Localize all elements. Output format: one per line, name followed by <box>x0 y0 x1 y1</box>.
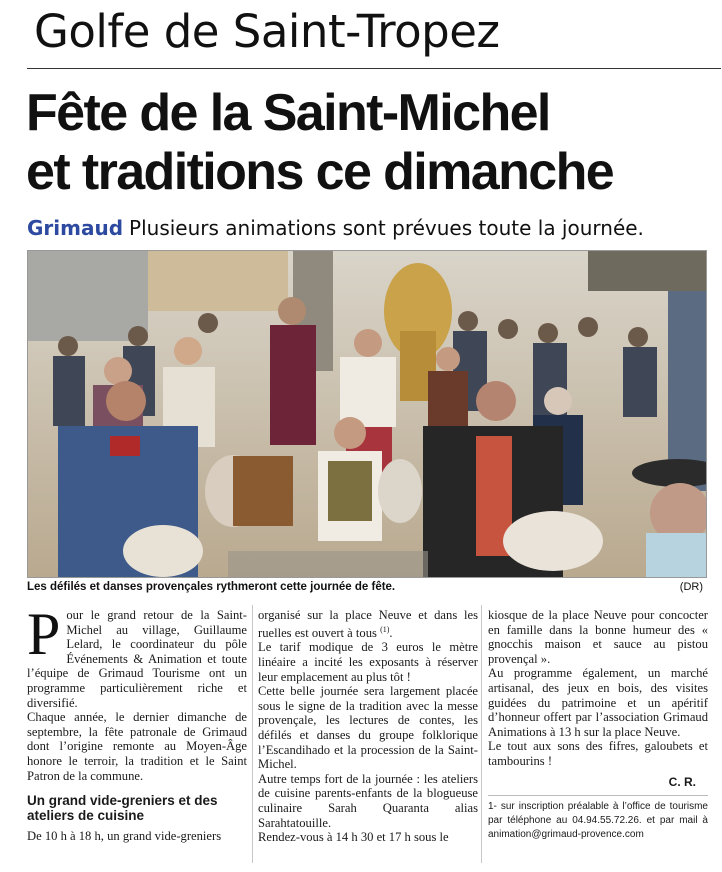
paragraph-9: kiosque de la place Neuve pour concocter en famille dans la bonne humeur des « gnocchis maison et sauce au pistou provençal ». <box>488 608 708 666</box>
paragraph-10: Au programme également, un marché artisanal, des jeux en bois, des visites guidées du patrimoine et un apéritif d’honneur offert par l’association Grimaud Animations à 13 h sur la place Neuve. <box>488 666 708 739</box>
headline-line-2: et traditions ce dimanche <box>26 143 614 201</box>
article-photo <box>27 250 707 578</box>
author-signature: C. R. <box>668 774 696 789</box>
article-column-3 <box>488 608 708 842</box>
header-rule <box>27 68 721 69</box>
column-divider-1 <box>252 605 253 863</box>
intertitle: Un grand vide-greniers et des ateliers de cuisine <box>27 793 218 824</box>
section-title: Golfe de Saint-Tropez <box>34 5 500 58</box>
headline-line-1: Fête de la Saint-Michel <box>26 84 550 142</box>
photo-illustration <box>28 251 706 577</box>
paragraph-8: Rendez-vous à 14 h 30 et 17 h sous le <box>258 830 449 845</box>
paragraph-7: Autre temps fort de la journée : les ateliers de cuisine parents-enfants de la blogueuse culinaire Sarah Quaranta alias Sarahtatouille. <box>258 771 478 830</box>
paragraph-2: Chaque année, le dernier dimanche de septembre, la fête patronale de Grimaud dont l’origine remonte au Moyen-Âge honore le terroir, la tradition et le Saint Patron de la commune. <box>27 710 247 783</box>
location-kicker: Grimaud <box>27 216 124 240</box>
paragraph-1: Pour le grand retour de la Saint-Michel au village, Guillaume Lelard, le coordinateur du pôle Événements & Animation et toute l’équipe de Grimaud Tourisme ont un programme particulièrement riche et diversifié. <box>27 601 247 710</box>
caption-text: Les défilés et danses provençales rythmeront cette journée de fête. <box>27 581 396 593</box>
paragraph-4: organisé sur la place Neuve et dans les ruelles est ouvert à tous $^{(1)}$. <box>258 608 478 640</box>
subhead-text: Plusieurs animations sont prévues toute la journée. <box>129 216 644 240</box>
footnote: 1- sur inscription préalable à l’office de tourisme par téléphone au 04.94.55.72.26. et par mail à animation@grimaud-provence.com <box>488 795 708 842</box>
paragraph-3: De 10 h à 18 h, un grand vide-greniers <box>27 829 222 844</box>
article-column-1 <box>27 601 247 844</box>
article-subhead <box>27 214 717 242</box>
article-headline <box>26 84 716 202</box>
photo-caption <box>27 578 705 596</box>
dropcap: P <box>27 601 61 667</box>
paragraph-5: Le tarif modique de 3 euros le mètre linéaire a incité les exposants à réserver leur emplacement au plus tôt ! <box>258 640 478 684</box>
paragraph-6: Cette belle journée sera largement placée sous le signe de la tradition avec la messe provençale, les lectures de contes, les défilés et danses du groupe folklorique l’Escandihado et la procession de la Saint-Michel. <box>258 684 478 772</box>
paragraph-11: Le tout aux sons des fifres, galoubets et tambourins ! <box>488 739 708 768</box>
article-column-2 <box>258 608 478 845</box>
column-divider-2 <box>481 605 482 863</box>
photo-credit: (DR) <box>679 581 703 593</box>
